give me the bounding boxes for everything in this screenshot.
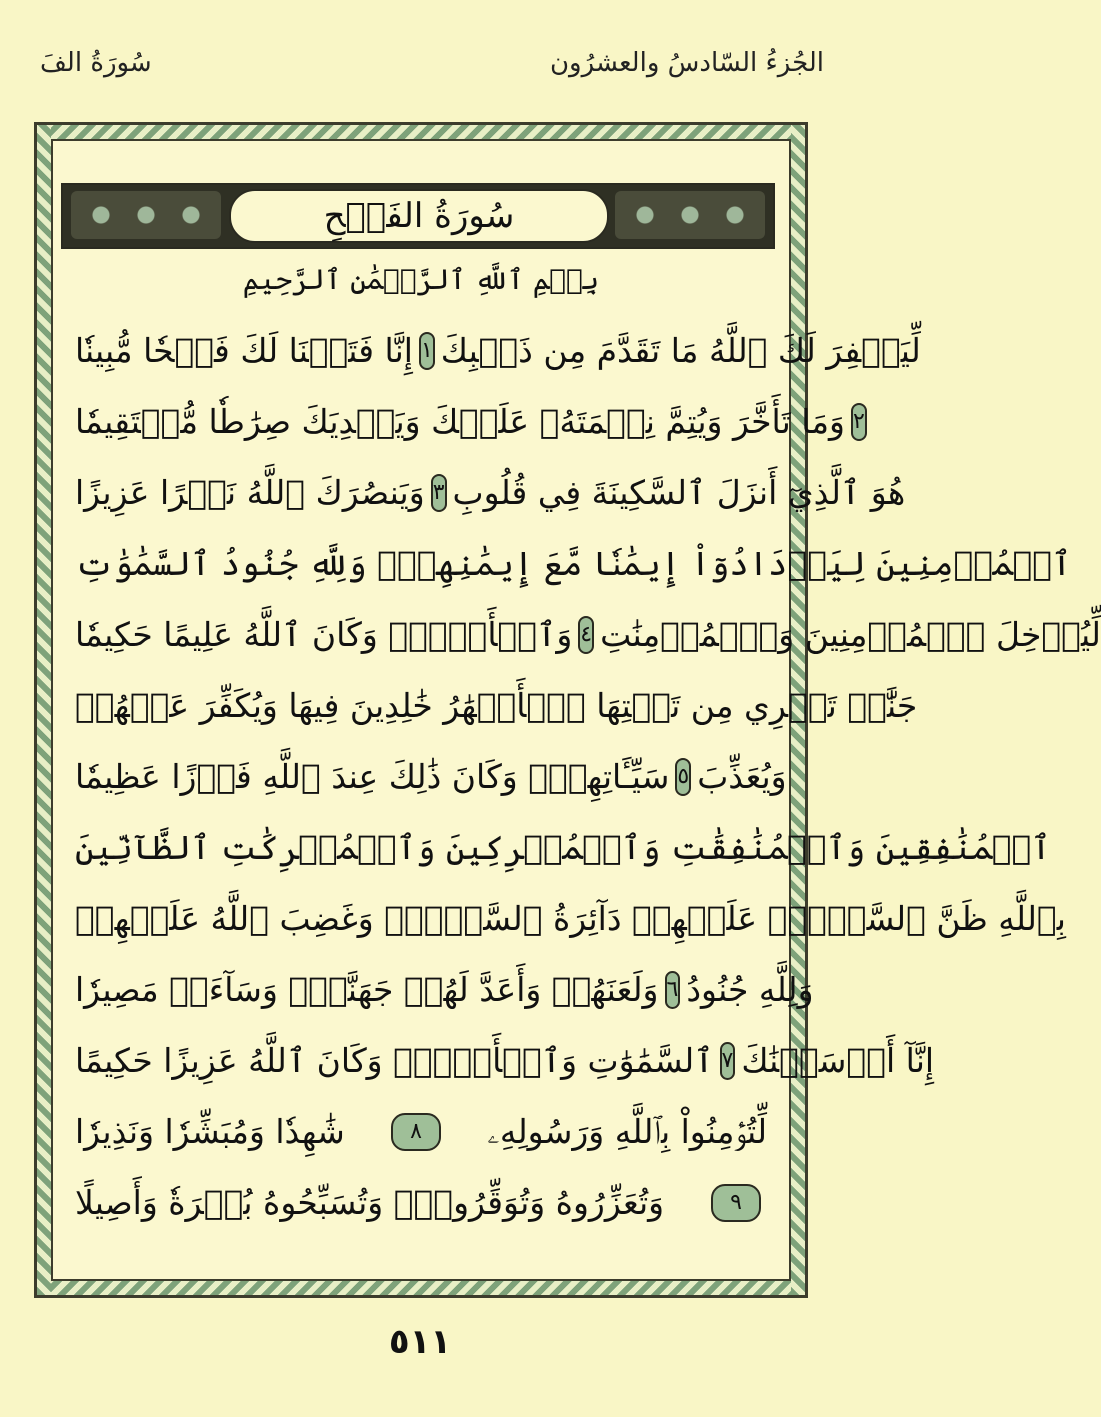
ayah-number-marker: ٣	[431, 474, 447, 512]
verse-segment: سَيِّـَٔاتِهِمۡۚ وَكَانَ ذَٰلِكَ عِندَ ٱللَّهِ فَوۡزًا عَظِيمٗا	[75, 757, 670, 796]
ayah-number-marker: ٥	[675, 758, 691, 796]
verse-segment: وَمَا تَأَخَّرَ وَيُتِمَّ نِعۡمَتَهُۥ عَلَيۡكَ وَيَهۡدِيَكَ صِرَٰطٗا مُّسۡتَقِيمٗا	[75, 402, 845, 441]
verse-segment: وَلِلَّهِ جُنُودُ	[686, 970, 814, 1009]
verse-line	[75, 883, 1066, 954]
verse-line	[75, 528, 1072, 599]
ayah-number-marker: ٧	[720, 1042, 736, 1080]
verse-segment: وَلَعَنَهُمۡ وَأَعَدَّ لَهُمۡ جَهَنَّمَۖ وَسَآءَتۡ مَصِيرٗا	[75, 970, 659, 1009]
title-ornament-right	[615, 191, 765, 239]
verse-line	[75, 954, 814, 1025]
verse-line	[75, 599, 1101, 670]
ayah-number-marker: ٩	[711, 1184, 761, 1222]
surah-title-band	[61, 183, 775, 249]
ayah-number-marker: ٤	[578, 616, 594, 654]
verse-segment: جَنَّٰتٖ تَجۡرِي مِن تَحۡتِهَا ٱلۡأَنۡهَٰرُ خَٰلِدِينَ فِيهَا وَيُكَفِّرَ عَنۡهُمۡ	[75, 686, 918, 725]
verse-line	[75, 315, 921, 386]
verse-line	[75, 386, 865, 457]
verse-line	[75, 1167, 767, 1238]
ayah-number-marker: ١	[419, 332, 435, 370]
verse-segment: وَٱلۡأَرۡضِۚ وَكَانَ ٱللَّهُ عَلِيمًا حَكِيمٗا	[75, 615, 573, 654]
verse-segment: لِّيَغۡفِرَ لَكَ ٱللَّهُ مَا تَقَدَّمَ مِن ذَنۢبِكَ	[440, 331, 921, 370]
verse-segment: لِّيُدۡخِلَ ٱلۡمُؤۡمِنِينَ وَٱلۡمُؤۡمِنَٰتِ	[600, 615, 1101, 654]
verse-text-area	[75, 315, 1101, 1238]
verse-segment: بِٱللَّهِ ظَنَّ ٱلسَّوۡءِۚ عَلَيۡهِمۡ دَآئِرَةُ ٱلسَّوۡءِۖ وَغَضِبَ ٱللَّهُ عَلَيۡهِمۡ	[75, 899, 1066, 938]
verse-segment: شَٰهِدٗا وَمُبَشِّرٗا وَنَذِيرٗا	[75, 1112, 345, 1151]
verse-segment: ٱلۡمُنَٰفِقِينَ وَٱلۡمُنَٰفِقَٰتِ وَٱلۡمُشۡرِكِينَ وَٱلۡمُشۡرِكَٰتِ ٱلظَّآنِّينَ	[75, 828, 1051, 867]
verse-segment: إِنَّا فَتَحۡنَا لَكَ فَتۡحٗا مُّبِينٗا	[75, 331, 413, 370]
verse-line	[75, 812, 1051, 883]
verse-segment: ٱلسَّمَٰوَٰتِ وَٱلۡأَرۡضِۚ وَكَانَ ٱللَّهُ عَزِيزًا حَكِيمًا	[75, 1041, 714, 1080]
verse-segment: لِّتُؤۡمِنُواْ بِٱللَّهِ وَرَسُولِهِۦ	[487, 1111, 767, 1151]
ayah-number-marker: ٦	[665, 971, 681, 1009]
page-frame	[34, 122, 1101, 1298]
verse-line	[75, 457, 906, 528]
page-number: ٥١١	[388, 1322, 452, 1362]
ayah-number-marker: ٨	[391, 1113, 441, 1151]
verse-segment: هُوَ ٱلَّذِيٓ أَنزَلَ ٱلسَّكِينَةَ فِي قُلُوبِ	[452, 473, 906, 512]
ornament-band-bottom	[37, 1281, 805, 1295]
title-ornament-left	[71, 191, 221, 239]
ayah-number-marker: ٢	[851, 403, 867, 441]
surah-title: سُورَةُ الفَتۡحِ	[229, 189, 609, 243]
verse-segment: وَيَنصُرَكَ ٱللَّهُ نَصۡرًا عَزِيزًا	[75, 473, 425, 512]
verse-segment: إِنَّآ أَرۡسَلۡنَٰكَ	[741, 1041, 935, 1080]
juz-header-label: الجُزءُ السّادسُ والعشرُون	[549, 48, 824, 78]
verse-segment: ٱلۡمُؤۡمِنِينَ لِيَزۡدَادُوٓاْ إِيمَٰنٗا مَّعَ إِيمَٰنِهِمۡۗ وَلِلَّهِ جُنُودُ ٱلسَّمَٰوَٰتِ	[75, 544, 1072, 583]
basmala: بِسۡمِ ٱللَّهِ ٱلرَّحۡمَٰنِ ٱلرَّحِيمِ	[242, 263, 600, 296]
ornament-band-top	[37, 125, 805, 139]
ornament-band-left	[37, 125, 51, 1295]
verse-line	[75, 670, 918, 741]
verse-segment: وَيُعَذِّبَ	[697, 757, 787, 796]
verse-line	[75, 1025, 935, 1096]
surah-header-label: سُورَةُ الفَ	[40, 48, 152, 78]
verse-line	[75, 1096, 767, 1167]
verse-segment: وَتُعَزِّرُوهُ وَتُوَقِّرُوهُۚ وَتُسَبِّحُوهُ بُكۡرَةٗ وَأَصِيلًا	[75, 1183, 665, 1222]
verse-line	[75, 741, 787, 812]
